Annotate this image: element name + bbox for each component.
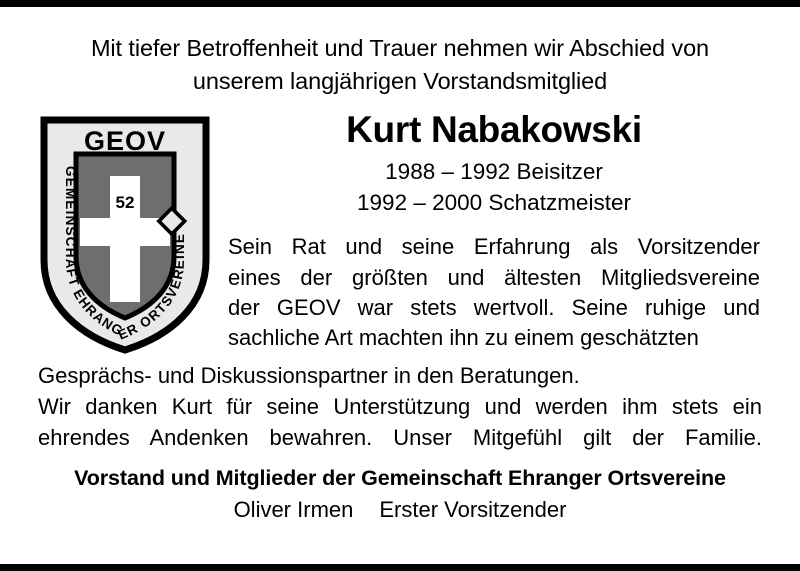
body-line: der GEOV war stets wertvoll. Seine ruhige und <box>228 295 760 320</box>
signature-organisation: Vorstand und Mitglieder der Gemeinschaft Ehranger Ortsvereine <box>74 466 726 491</box>
crest-top-label: GEOV <box>83 125 167 156</box>
body-line: eines der größten und ältesten Mitgliedsvereine <box>228 264 760 290</box>
role-line: 1988 – 1992 Beisitzer <box>385 159 603 185</box>
body-line: Wir danken Kurt für seine Unterstützung und werden ihm stets ein <box>38 393 762 419</box>
body-paragraph-wide <box>36 360 764 454</box>
lead-line-1: Mit tiefer Betroffenheit und Trauer nehmen wir Abschied von <box>90 35 710 61</box>
body-line: ehrendes Andenken bewahren. Unser Mitgefühl gilt der Familie. <box>38 424 762 450</box>
body-line: Gesprächs- und Diskussionspartner in den Beratungen. <box>38 362 580 388</box>
crest-ring-text: GEMEINSCHAFT EHRANGER ORTSVEREINE <box>62 165 188 343</box>
body-line: Sein Rat und seine Erfahrung als Vorsitzender <box>228 234 760 260</box>
roles-list <box>228 156 760 218</box>
signee-role: Erster Vorsitzender <box>379 497 567 523</box>
deceased-name: Kurt Nabakowski <box>346 108 642 150</box>
geov-crest-icon <box>36 110 214 358</box>
role-line: 1992 – 2000 Schatzmeister <box>357 190 631 216</box>
crest-container <box>36 104 222 358</box>
signee-name: Oliver Irmen <box>233 497 354 523</box>
body-line: sachliche Art machten ihn zu einem geschätzten <box>228 325 699 351</box>
lead-line-2: unserem langjährigen Vorstandsmitglied <box>192 68 608 95</box>
middle-section <box>36 104 764 358</box>
notice-inner <box>0 7 800 533</box>
right-column <box>222 104 764 354</box>
signee <box>36 497 764 523</box>
crest-center-label: 52 <box>115 192 135 212</box>
lead-text <box>36 33 764 98</box>
body-paragraph-right <box>228 232 760 353</box>
